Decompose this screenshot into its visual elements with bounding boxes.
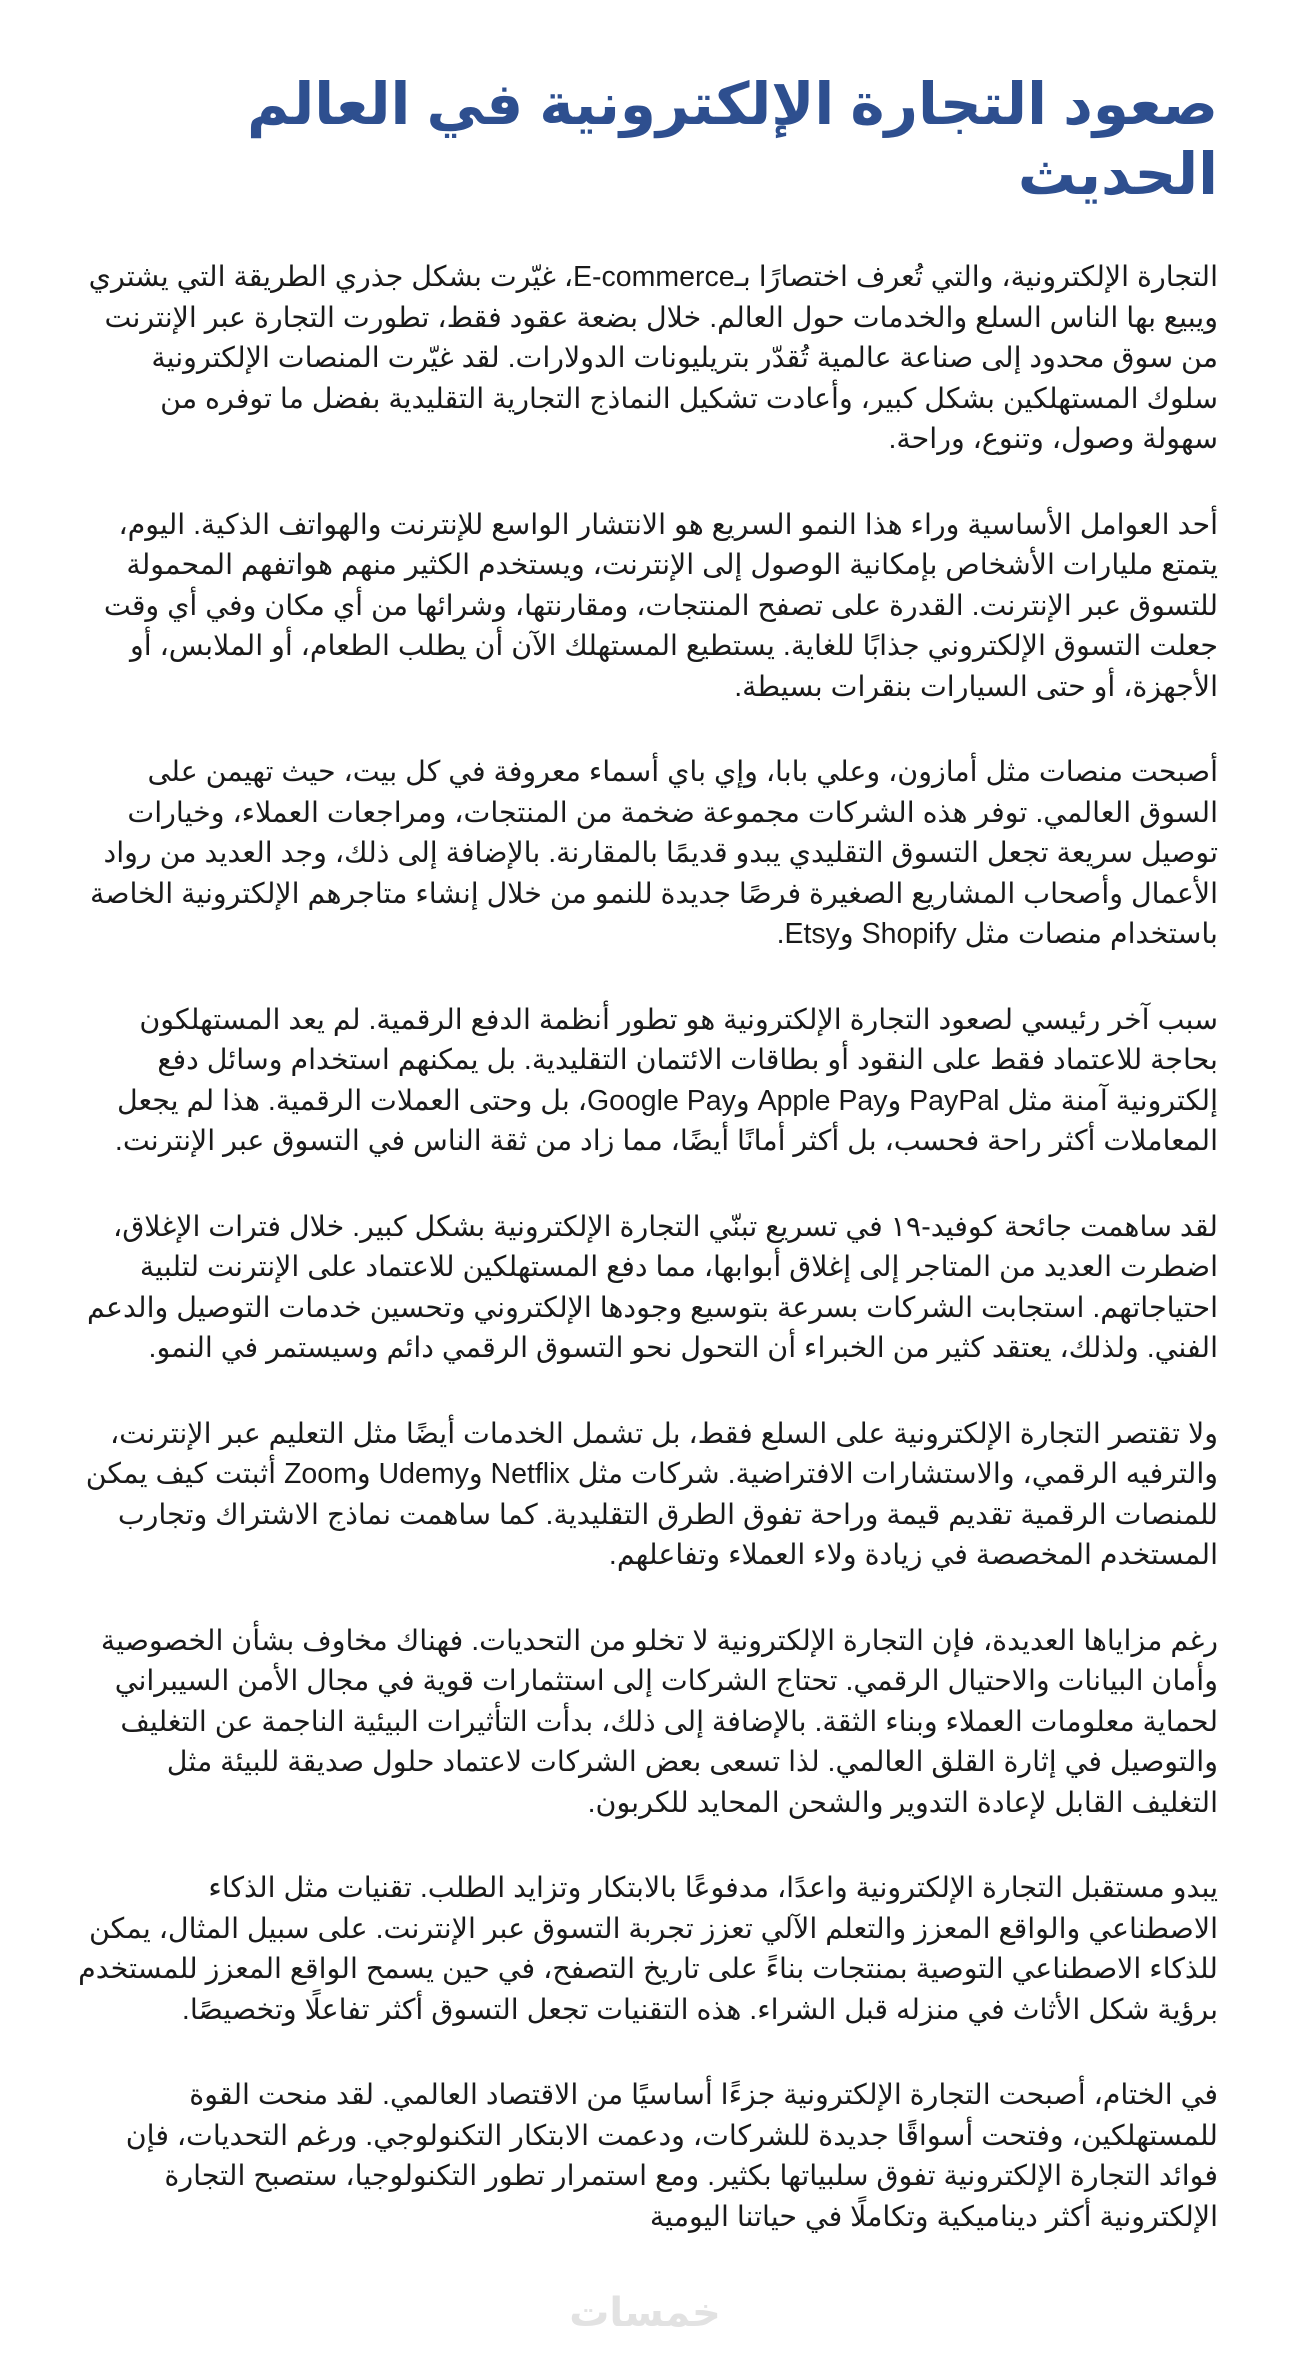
paragraph-conclusion: في الختام، أصبحت التجارة الإلكترونية جزءًا أساسيًا من الاقتصاد العالمي. لقد منحت القوة للمستهلكين، وفتحت أسواقًا جديدة للشركات، ودعمت الابتكار التكنولوجي. ورغم التحديات، فإن فوائد التجارة الإلكترونية تفوق سلبياتها بكثير. ومع استمرار تطور التكنولوجيا، ستصبح التجارة الإلكترونية أكثر ديناميكية وتكاملًا في حياتنا اليومية — [125, 2079, 1218, 2233]
paragraph-services: ولا تقتصر التجارة الإلكترونية على السلع فقط، بل تشمل الخدمات أيضًا مثل التعليم عبر الإنترنت، والترفيه الرقمي، والاستشارات الافتراضية. شركات مثل Netflix وUdemy وZoom أثبتت كيف يمكن للمنصات الرقمية تقديم قيمة وراحة تفوق الطرق التقليدية. كما ساهمت نماذج الاشتراك وتجارب المستخدم المخصصة في زيادة ولاء العملاء وتفاعلهم. — [85, 1417, 1218, 1572]
article-body — [78, 257, 1218, 2237]
paragraph-challenges: رغم مزاياها العديدة، فإن التجارة الإلكترونية لا تخلو من التحديات. فهناك مخاوف بشأن الخصوصية وأمان البيانات والاحتيال الرقمي. تحتاج الشركات إلى استثمارات قوية في مجال الأمن السيبراني لحماية معلومات العملاء وبناء الثقة. بالإضافة إلى ذلك، بدأت التأثيرات البيئية الناجمة عن التغليف والتوصيل في إثارة القلق العالمي. لذا تسعى بعض الشركات لاعتماد حلول صديقة للبيئة مثل التغليف القابل لإعادة التدوير والشحن المحايد للكربون. — [100, 1624, 1218, 1819]
paragraph-platforms: أصبحت منصات مثل أمازون، وعلي بابا، وإي باي أسماء معروفة في كل بيت، حيث تهيمن على السوق العالمي. توفر هذه الشركات مجموعة ضخمة من المنتجات، ومراجعات العملاء، وخيارات توصيل سريعة تجعل التسوق التقليدي يبدو قديمًا بالمقارنة. بالإضافة إلى ذلك، وجد العديد من رواد الأعمال وأصحاب المشاريع الصغيرة فرصًا جديدة للنمو من خلال إنشاء متاجرهم الإلكترونية الخاصة باستخدام منصات مثل Shopify وEtsy. — [90, 756, 1218, 951]
watermark-logo: خمسات — [569, 2290, 721, 2336]
paragraph-introduction: التجارة الإلكترونية، والتي تُعرف اختصارًا بـE-commerce، غيّرت بشكل جذري الطريقة التي يشتري ويبيع بها الناس السلع والخدمات حول العالم. خلال بضعة عقود فقط، تطورت التجارة عبر الإنترنت من سوق محدود إلى صناعة عالمية تُقدّر بتريليونات الدولارات. لقد غيّرت المنصات الإلكترونية سلوك المستهلكين بشكل كبير، وأعادت تشكيل النماذج التجارية التقليدية بفضل ما توفره من سهولة وصول، وتنوع، وراحة. — [88, 261, 1218, 456]
paragraph-internet-smartphones: أحد العوامل الأساسية وراء هذا النمو السريع هو الانتشار الواسع للإنترنت والهواتف الذكية. اليوم، يتمتع مليارات الأشخاص بإمكانية الوصول إلى الإنترنت، ويستخدم الكثير منهم هواتفهم المحمولة للتسوق عبر الإنترنت. القدرة على تصفح المنتجات، ومقارنتها، وشرائها من أي مكان وفي أي وقت جعلت التسوق الإلكتروني جذابًا للغاية. يستطيع المستهلك الآن أن يطلب الطعام، أو الملابس، أو الأجهزة، أو حتى السيارات بنقرات بسيطة. — [103, 508, 1218, 703]
paragraph-covid: لقد ساهمت جائحة كوفيد-١٩ في تسريع تبنّي التجارة الإلكترونية بشكل كبير. خلال فترات الإغلاق، اضطرت العديد من المتاجر إلى إغلاق أبوابها، مما دفع المستهلكين للاعتماد على الإنترنت لتلبية احتياجاتهم. استجابت الشركات بسرعة بتوسيع وجودها الإلكتروني وتحسين خدمات التوصيل والدعم الفني. ولذلك، يعتقد كثير من الخبراء أن التحول نحو التسوق الرقمي دائم وسيستمر في النمو. — [86, 1210, 1218, 1365]
paragraph-future: يبدو مستقبل التجارة الإلكترونية واعدًا، مدفوعًا بالابتكار وتزايد الطلب. تقنيات مثل الذكاء الاصطناعي والواقع المعزز والتعلم الآلي تعزز تجربة التسوق عبر الإنترنت. على سبيل المثال، يمكن للذكاء الاصطناعي التوصية بمنتجات بناءً على تاريخ التصفح، في حين يسمح الواقع المعزز للمستخدم برؤية شكل الأثاث في منزله قبل الشراء. هذه التقنيات تجعل التسوق أكثر تفاعلًا وتخصيصًا. — [78, 1872, 1218, 2026]
document-title: صعود التجارة الإلكترونية في العالم الحديث — [246, 72, 1218, 207]
paragraph-digital-payments: سبب آخر رئيسي لصعود التجارة الإلكترونية هو تطور أنظمة الدفع الرقمية. لم يعد المستهلكون بحاجة للاعتماد فقط على النقود أو بطاقات الائتمان التقليدية. بل يمكنهم استخدام وسائل دفع إلكترونية آمنة مثل PayPal وApple Pay وGoogle Pay، بل وحتى العملات الرقمية. هذا لم يجعل المعاملات أكثر راحة فحسب، بل أكثر أمانًا أيضًا، مما زاد من ثقة الناس في التسوق عبر الإنترنت. — [114, 1003, 1218, 1158]
